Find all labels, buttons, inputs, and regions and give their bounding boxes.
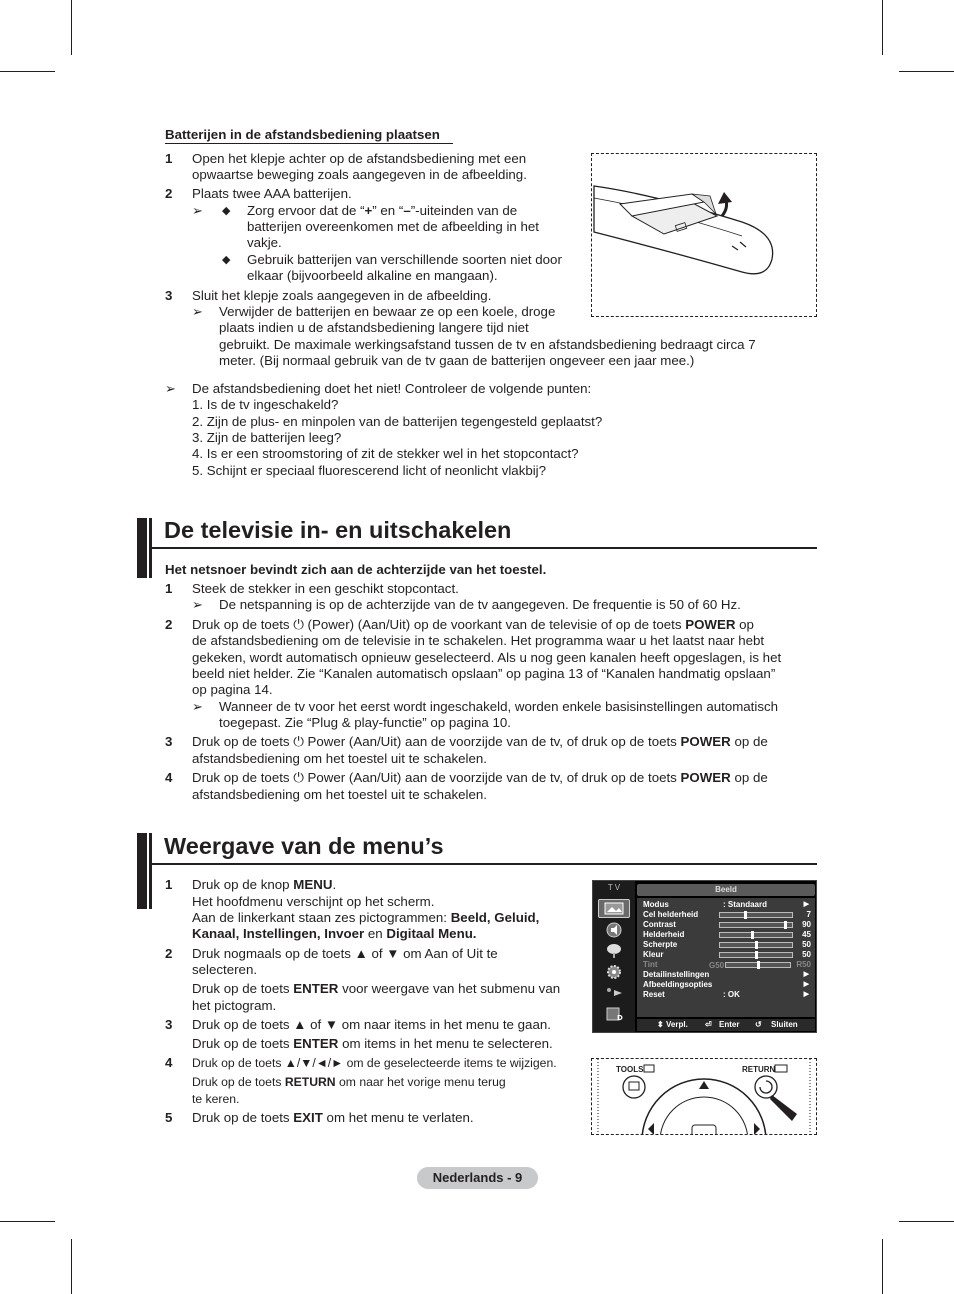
- trouble-item: 1. Is de tv ingeschakeld?: [192, 397, 339, 412]
- step-text: Steek de stekker in een geschikt stopcontact.: [192, 581, 459, 596]
- return-button: [755, 1076, 777, 1098]
- return-icon: ↺: [755, 1020, 762, 1029]
- step-text: Druk op de toets ENTER voor weergave van het submenu van: [192, 981, 561, 996]
- step-text: opwaartse beweging zoals aangegeven in de afbeelding.: [192, 167, 527, 182]
- batteries-heading: Batterijen in de afstandsbediening plaatsen: [165, 127, 440, 142]
- power-icon: ⏻: [293, 617, 304, 632]
- step-text: Druk op de toets ⏻ (Power) (Aan/Uit) op de voorkant van de televisie of op de toets POWER op: [192, 617, 754, 632]
- bullet-text: batterijen overeenkomen met de afbeelding in het: [247, 219, 539, 234]
- step-number: 4: [165, 770, 173, 785]
- slider[interactable]: [719, 922, 793, 928]
- section-title: Weergave van de menu’s: [164, 833, 444, 859]
- tv-menu-panel: [637, 898, 815, 1017]
- tools-label: TOOLS: [616, 1065, 644, 1074]
- crop-mark: [71, 0, 72, 55]
- settings-icon[interactable]: [598, 962, 630, 981]
- note-arrow-icon: ➢: [192, 699, 203, 714]
- arrow-right-icon: ▶: [803, 991, 809, 998]
- tv-menu-item[interactable]: Afbeeldingsopties ▶: [643, 980, 809, 989]
- trouble-item: 5. Schijnt er speciaal fluorescerend licht of neonlicht vlakbij?: [192, 463, 547, 478]
- note-text: meter. (Bij normaal gebruik van de tv gaan de batterijen ongeveer een jaar mee.): [219, 353, 695, 368]
- step-text: op pagina 14.: [192, 682, 273, 697]
- note-arrow-icon: ➢: [192, 304, 203, 319]
- remote-battery-figure: [591, 153, 817, 317]
- remote-back-illustration: [592, 154, 816, 316]
- crop-mark: [0, 1221, 55, 1222]
- step-text: Druk op de toets EXIT om het menu te verlaten.: [192, 1110, 474, 1125]
- tv-picture-menu: [592, 880, 817, 1033]
- step-number: 1: [165, 581, 173, 596]
- arrow-right-icon: ▶: [803, 981, 809, 988]
- step-number: 3: [165, 288, 173, 303]
- input-icon[interactable]: [598, 983, 630, 1002]
- step-number: 3: [165, 734, 173, 749]
- slider-knob: [751, 931, 754, 939]
- trouble-item: 3. Zijn de batterijen leeg?: [192, 430, 342, 445]
- step-text: Druk op de toets ENTER om items in het menu te selecteren.: [192, 1036, 553, 1051]
- step-text: te keren.: [192, 1092, 240, 1106]
- tools-button: [623, 1076, 645, 1098]
- section-bar: [137, 833, 147, 909]
- remote-buttons-figure: [591, 1058, 817, 1135]
- slider[interactable]: [719, 952, 793, 958]
- step-text: Het hoofdmenu verschijnt op het scherm.: [192, 894, 435, 909]
- return-label: RETURN: [742, 1065, 776, 1074]
- step-text: gekeken, wordt automatisch opnieuw geselecteerd. Als u nog geen kanalen heeft opgeslagen, is het: [192, 650, 782, 665]
- step-text: Sluit het klepje zoals aangegeven in de afbeelding.: [192, 288, 492, 303]
- step-text: de afstandsbediening om de televisie in te schakelen. Het programma waar u het laatst naar hebt: [192, 633, 765, 648]
- step-text: Aan de linkerkant staan zes pictogrammen: Beeld, Geluid,: [192, 910, 540, 925]
- step-text: Open het klepje achter op de afstandsbediening met een: [192, 151, 527, 166]
- step-number: 5: [165, 1110, 173, 1125]
- tv-menu-header: Beeld: [637, 884, 815, 896]
- section-rule: [152, 547, 817, 549]
- crop-mark: [899, 71, 954, 72]
- section-title: De televisie in- en uitschakelen: [164, 517, 512, 543]
- tv-menu-item[interactable]: Tint G50 R50: [643, 960, 811, 970]
- note-text: gebruikt. De maximale werkingsafstand tussen de tv en afstandsbediening bedraagt circa 7: [219, 337, 756, 352]
- crop-mark: [0, 71, 55, 72]
- note-text: De netspanning is op de achterzijde van de tv aangegeven. De frequentie is 50 of 60 Hz.: [219, 597, 741, 612]
- step-text: afstandsbediening om het toestel uit te schakelen.: [192, 787, 487, 802]
- slider-knob: [755, 951, 758, 959]
- crop-mark: [71, 1239, 72, 1294]
- note-arrow-icon: ➢: [192, 203, 203, 218]
- arrow-right-icon: ▶: [803, 901, 809, 908]
- step-text: Druk op de toets ▲/▼/◄/► om de geselecteerde items te wijzigen.: [192, 1056, 557, 1070]
- slider[interactable]: [719, 942, 793, 948]
- tv-menu-item[interactable]: Contrast 90: [643, 920, 811, 929]
- footer-enter-label: Enter: [719, 1020, 740, 1029]
- sound-icon[interactable]: [598, 920, 630, 939]
- step-text: Plaats twee AAA batterijen.: [192, 186, 352, 201]
- slider-knob: [757, 961, 760, 969]
- crop-mark: [899, 1221, 954, 1222]
- power-icon: ⏻: [293, 770, 304, 785]
- step-text: Druk op de toets ⏻ Power (Aan/Uit) aan de voorzijde van de tv, of druk op de toets POWER op de: [192, 734, 768, 749]
- section-subtitle: Het netsnoer bevindt zich aan de achterzijde van het toestel.: [165, 562, 547, 577]
- slider-knob: [784, 921, 787, 929]
- trouble-text: De afstandsbediening doet het niet! Controleer de volgende punten:: [192, 381, 592, 396]
- bullet-text: vakje.: [247, 235, 282, 250]
- step-text: het pictogram.: [192, 998, 277, 1013]
- step-text: selecteren.: [192, 962, 258, 977]
- step-number: 1: [165, 877, 173, 892]
- step-text: Druk nogmaals op de toets ▲ of ▼ om Aan of Uit te: [192, 946, 498, 961]
- picture-icon[interactable]: [598, 899, 630, 918]
- note-text: plaats indien u de afstandsbediening langere tijd niet: [219, 320, 529, 335]
- step-text: Druk op de toets RETURN om naar het vorige menu terug: [192, 1075, 506, 1089]
- step-number: 1: [165, 151, 173, 166]
- tv-menu-item[interactable]: Modus : Standaard ▶: [643, 900, 809, 909]
- section-bar: [137, 518, 147, 578]
- crop-mark: [882, 1239, 883, 1294]
- note-text: Wanneer de tv voor het eerst wordt ingeschakeld, worden enkele basisinstellingen automatisch: [219, 699, 779, 714]
- tv-menu-item[interactable]: Helderheid 45: [643, 930, 811, 939]
- step-text: beeld niet helder. Zie “Kanalen automatisch opslaan” op pagina 13 of “Kanalen handmatig opslaan”: [192, 666, 776, 681]
- section-rule: [152, 863, 817, 865]
- note-text: Verwijder de batterijen en bewaar ze op een koele, droge: [219, 304, 556, 319]
- step-number: 3: [165, 1017, 173, 1032]
- tv-menu-source-label: T V: [607, 883, 621, 892]
- enter-icon: ⏎: [705, 1020, 712, 1029]
- step-number: 2: [165, 617, 173, 632]
- slider-knob: [755, 941, 758, 949]
- tv-menu-item[interactable]: Cel helderheid 7: [643, 910, 811, 919]
- up-down-icon: ⬍: [657, 1020, 664, 1029]
- digital-menu-icon[interactable]: [598, 1004, 630, 1023]
- trouble-item: 4. Is er een stroomstoring of zit de stekker wel in het stopcontact?: [192, 446, 579, 461]
- tv-menu-item[interactable]: Detailinstellingen ▶: [643, 970, 809, 979]
- section-bar: [149, 833, 152, 909]
- slider[interactable]: G50: [725, 962, 791, 968]
- step-text: Druk op de knop MENU.: [192, 877, 337, 892]
- crop-mark: [882, 0, 883, 55]
- step-number: 2: [165, 186, 173, 201]
- note-arrow-icon: ➢: [165, 381, 176, 396]
- arrow-right-icon: ▶: [803, 971, 809, 978]
- step-text: afstandsbediening om het toestel uit te schakelen.: [192, 751, 487, 766]
- note-arrow-icon: ➢: [192, 597, 203, 612]
- trouble-item: 2. Zijn de plus- en minpolen van de batterijen tegengesteld geplaatst?: [192, 414, 603, 429]
- footer-move-label: Verpl.: [666, 1020, 688, 1029]
- batteries-heading-underline: [165, 143, 453, 144]
- slider[interactable]: [719, 912, 793, 918]
- bullet-text: Gebruik batterijen van verschillende soorten niet door: [247, 252, 562, 267]
- step-number: 2: [165, 946, 173, 961]
- tv-menu-icon-column: [593, 881, 635, 1033]
- note-text: toegepast. Zie “Plug & play-functie” op pagina 10.: [219, 715, 511, 730]
- footer-exit-label: Sluiten: [771, 1020, 798, 1029]
- remote-front-illustration: [592, 1059, 816, 1135]
- bullet-text: elkaar (bijvoorbeeld alkaline en mangaan).: [247, 268, 498, 283]
- bullet-text: Zorg ervoor dat de “+” en “–”-uiteinden van de: [247, 203, 518, 218]
- channel-icon[interactable]: [598, 941, 630, 960]
- bullet-diamond-icon: ◆: [222, 254, 231, 266]
- step-number: 4: [165, 1055, 173, 1070]
- slider-knob: [744, 911, 747, 919]
- power-icon: ⏻: [293, 734, 304, 749]
- tv-menu-item[interactable]: Scherpte 50: [643, 940, 811, 949]
- step-text: Kanaal, Instellingen, Invoer en Digitaal Menu.: [192, 926, 477, 941]
- page-footer: Nederlands - 9: [417, 1167, 538, 1189]
- step-text: Druk op de toets ▲ of ▼ om naar items in het menu te gaan.: [192, 1017, 551, 1032]
- tv-menu-footer: [637, 1019, 815, 1031]
- tv-menu-item[interactable]: Reset : OK ▶: [643, 990, 809, 999]
- tv-menu-item[interactable]: Kleur 50: [643, 950, 811, 959]
- step-text: Druk op de toets ⏻ Power (Aan/Uit) aan de voorzijde van de tv, of druk op de toets POWER op de: [192, 770, 768, 785]
- svg-text:D: D: [617, 1013, 623, 1022]
- bullet-diamond-icon: ◆: [222, 205, 231, 217]
- slider[interactable]: [719, 932, 793, 938]
